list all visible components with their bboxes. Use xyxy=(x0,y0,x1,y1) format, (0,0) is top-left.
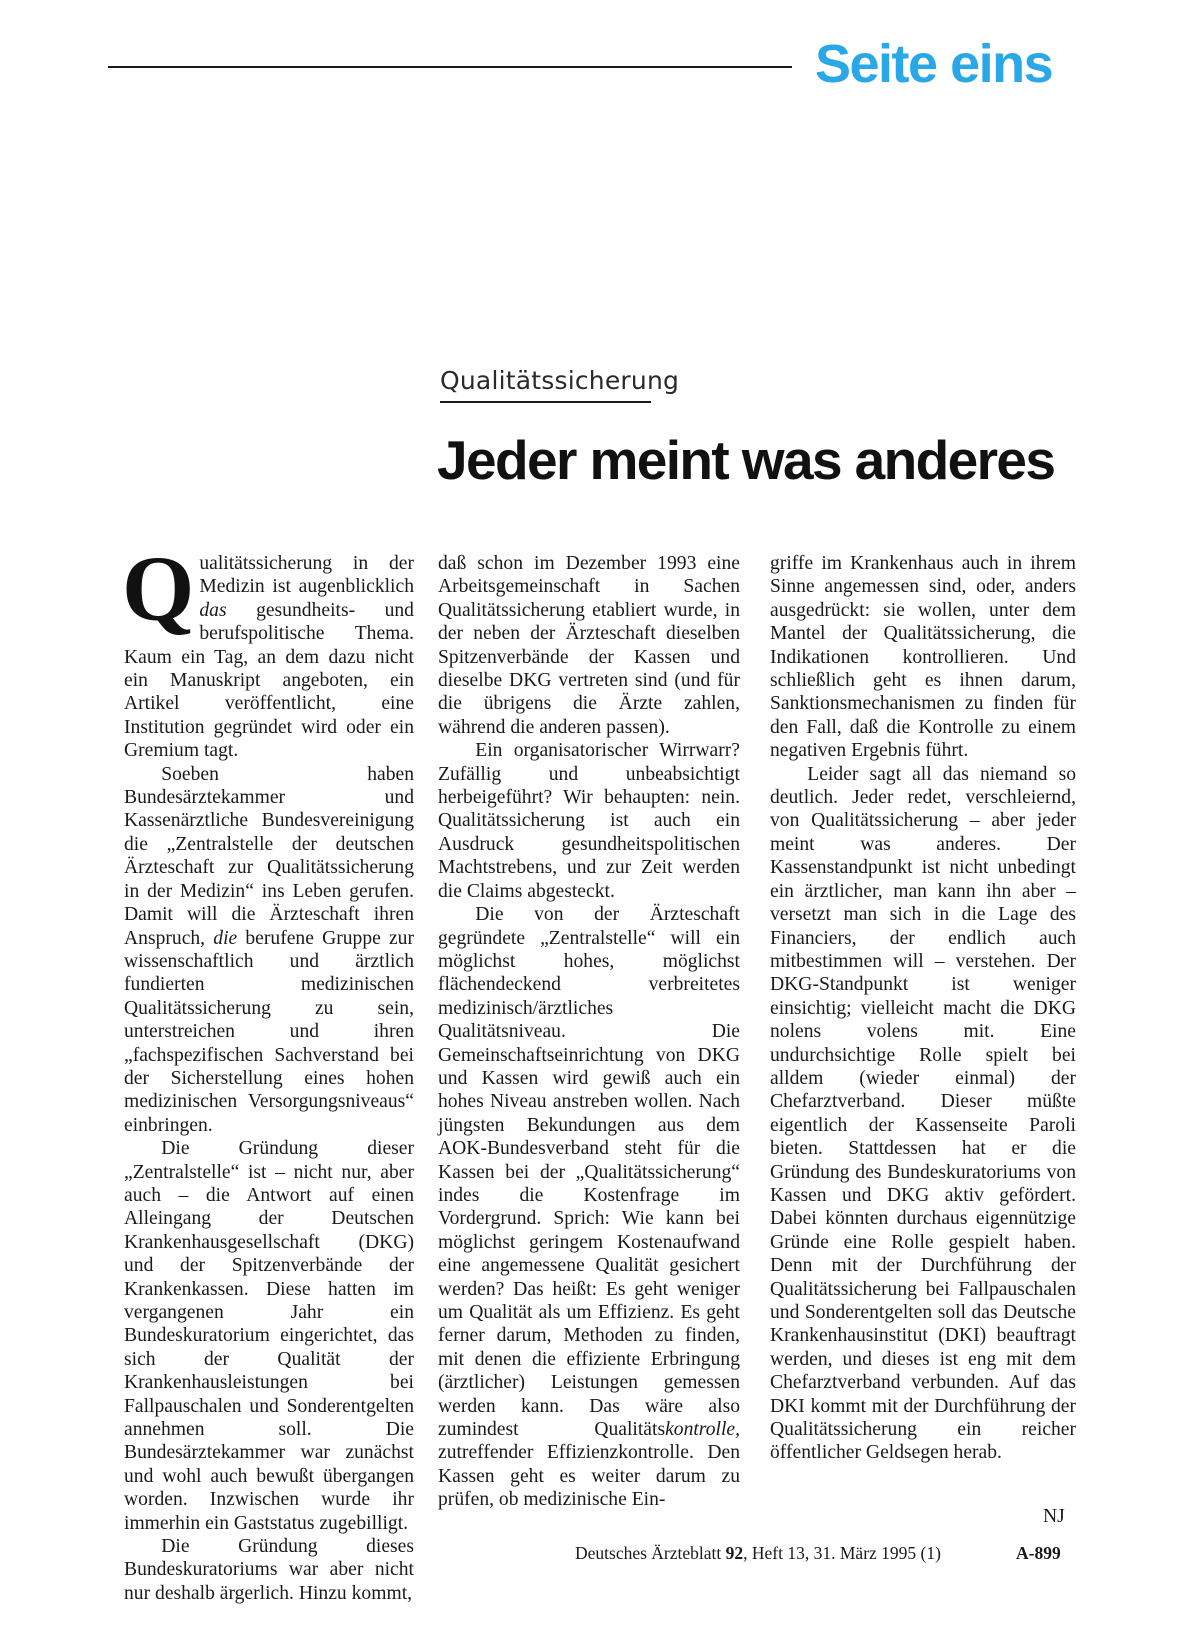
drop-cap: Q xyxy=(122,538,195,641)
article-paragraph: Soeben haben Bundesärztekammer und Kassenärztliche Bundesvereinigung die „Zentralstelle der deutschen Ärzteschaft zur Qualitätssicherung in der Medizin“ ins Leben gerufen. Damit will die Ärzteschaft ihren Anspruch, die berufene Gruppe zur wissenschaftlich und ärztlich fundierten medizinischen Qualitätssicherung zu sein, unterstreichen und ihren „fachspezifischen Sachverstand bei der Sicherstellung eines hohen medizinischen Versorgungsniveaus“ einbringen. xyxy=(124,763,415,1136)
author-initials: NJ xyxy=(1043,1506,1065,1527)
article-paragraph: Die von der Ärzteschaft gegründete „Zentralstelle“ will ein möglichst hohes, möglichst flächendeckend verbreitetes medizinisch/ärztliches Qualitätsniveau. Die Gemeinschaftseinrichtung von DKG und Kassen wird gewiß auch ein hohes Niveau anstreben wollen. Nach jüngsten Bekundungen aus dem AOK-Bundesverband steht für die Kassen bei der „Qualitätssicherung“ indes die Kostenfrage im Vordergrund. Sprich: Wie kann bei möglichst geringem Kostenaufwand eine angemessene Qualität gesichert werden? Das heißt: Es geht weniger um Qualität als um Effizienz. Es geht ferner darum, Methoden zu finden, mit denen die effiziente Erbringung (ärztlicher) Leistungen gemessen werden kann. Das wäre also zumindest Qualitätskontrolle, zutreffender Effizienzkontrolle. Den Kassen geht es weiter darum zu prüfen, ob medizinische Ein- xyxy=(438,904,740,1511)
journal-name: Deutsches Ärzteblatt xyxy=(575,1543,722,1563)
article-column-2 xyxy=(438,552,740,1512)
article-paragraph: Die Gründung dieses Bundeskuratoriums war aber nicht nur deshalb ärgerlich. Hinzu kommt, xyxy=(124,1536,414,1604)
page-number: A-899 xyxy=(1016,1543,1061,1563)
article-paragraph: Ein organisatorischer Wirrwarr? Zufällig und unbeabsichtigt herbeigeführt? Wir behaupten: nein. Qualitätssicherung ist auch ein Ausdruck gesundheitspolitischen Machtstrebens, und zur Zeit werden die Claims abgesteckt. xyxy=(438,740,740,902)
article-column-3 xyxy=(770,552,1076,1465)
section-title: Seite eins xyxy=(815,34,1053,94)
article-paragraph: Leider sagt all das niemand so deutlich. Jeder redet, verschleiernd, von Qualitätssicherung – aber jeder meint was anderes. Der Kassenstandpunkt ist nicht unbedingt ein ärztlicher, man kann ihn aber – versetzt man sich in die Lage des Financiers, der endlich auch mitbestimmen will – verstehen. Der DKG-Standpunkt ist weniger einsichtig; vielleicht macht die DKG nolens volens mit. Eine undurchsichtige Rolle spielt bei alldem (wieder einmal) der Chefarztverband. Dieser müßte eigentlich der Kassenseite Paroli bieten. Stattdessen hat er die Gründung des Bundeskuratoriums von Kassen und DKG aktiv gefördert. Dabei könnten durchaus eigennützige Gründe eine Rolle gespielt haben. Denn mit der Durchführung der Qualitätssicherung bei Fallpauschalen und Sonderentgelten soll das Deutsche Krankenhausinstitut (DKI) beauftragt werden, und dieses ist eng mit dem Chefarztverband verbunden. Auf das DKI kommt mit der Durchführung der Qualitätssicherung ein reicher öffentlicher Geldsegen herab. xyxy=(770,763,1076,1464)
issue-date: , Heft 13, 31. März 1995 (1) xyxy=(743,1543,941,1563)
article-paragraph: daß schon im Dezember 1993 eine Arbeitsgemeinschaft in Sachen Qualitätssicherung etabliert wurde, in der neben der Ärzteschaft dieselben Spitzenverbände der Kassen und dieselbe DKG vertreten sind (und für die übrigens die Ärzte zahlen, während die anderen passen). xyxy=(438,553,740,738)
article-column-1 xyxy=(122,538,415,1605)
page-footer xyxy=(575,1542,941,1564)
kicker-underline xyxy=(440,401,651,403)
article-kicker: Qualitätssicherung xyxy=(440,366,680,395)
article-paragraph: Die Gründung dieser „Zentralstelle“ ist – nicht nur, aber auch – die Antwort auf einen Alleingang der Deutschen Krankenhausgesellschaft (DKG) und der Spitzenverbände der Krankenkassen. Diese hatten im vergangenen Jahr ein Bundeskuratorium eingerichtet, das sich der Qualität der Krankenhausleistungen bei Fallpauschalen und Sonderentgelten annehmen soll. Die Bundesärztekammer war zunächst und wohl auch bewußt übergangen worden. Inzwischen wurde ihr immerhin ein Gaststatus zugebilligt. xyxy=(124,1138,414,1534)
article-paragraph: Qualitätssicherung in der Medizin ist augenblicklich das gesundheits- und berufspolitische Thema. Kaum ein Tag, an dem dazu nicht ein Manuskript angeboten, ein Artikel veröffentlicht, eine Institution gegründet wird oder ein Gremium tagt. xyxy=(122,538,414,762)
article-headline: Jeder meint was anderes xyxy=(437,429,1055,491)
header-rule xyxy=(108,66,792,68)
article-paragraph: griffe im Krankenhaus auch in ihrem Sinne angemessen sind, oder, anders ausgedrückt: sie wollen, unter dem Mantel der Qualitätssicherung, die Indikationen kontrollieren. Und schließlich geht es ihnen darum, Sanktionsmechanismen zu finden für den Fall, daß die Kontrolle zu einem negativen Ergebnis führt. xyxy=(770,553,1076,762)
journal-volume: 92 xyxy=(725,1543,744,1563)
